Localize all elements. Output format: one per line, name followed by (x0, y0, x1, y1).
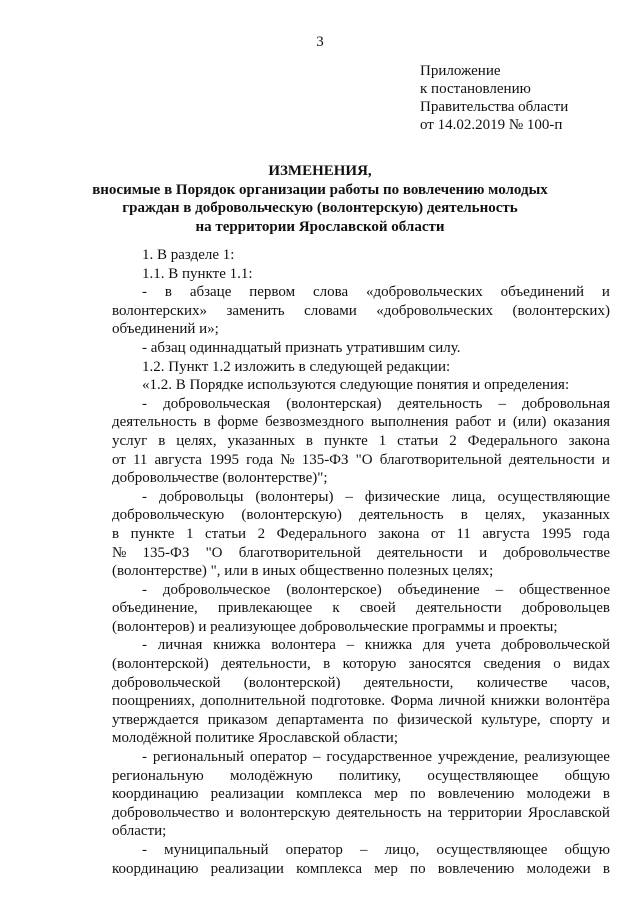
body-line: услуг в целях, указанных в пункте 1 статьи 2 Федерального закона (112, 432, 610, 449)
body-line: добровольческой (волонтерской) деятельности, количестве часов, (112, 674, 610, 691)
page-number: 3 (316, 34, 324, 50)
body-line: поощрениях, дополнительной подготовке. Форма личной книжки волонтёра (112, 693, 610, 710)
body-line: 1.2. Пункт 1.2 изложить в следующей редакции: (142, 358, 451, 375)
body-line: (волонтерстве) ", или в иных общественно полезных целях; (112, 563, 494, 580)
body-line: «1.2. В Порядке используются следующие понятия и определения: (142, 377, 570, 394)
body-line: - добровольческое (волонтерское) объединение – общественное (142, 581, 610, 598)
body-line: - региональный оператор – государственное учреждение, реализующее (142, 749, 610, 766)
document-body (112, 246, 610, 878)
body-line: (волонтерской) деятельности, в которую заносятся сведения о видах (112, 656, 610, 673)
body-line: - абзац одиннадцатый признать утратившим силу. (142, 339, 461, 356)
body-line: координацию реализации комплекса мер по вовлечению молодежи в (112, 860, 610, 877)
body-line: 1. В разделе 1: (142, 247, 235, 263)
body-line: области; (112, 823, 167, 840)
body-line: добровольчестве (волонтерстве)"; (112, 470, 328, 487)
body-line: молодёжной политике Ярославской области; (112, 730, 398, 747)
body-line: - добровольцы (волонтеры) – физические лица, осуществляющие (142, 488, 610, 505)
body-line: (волонтеров) и реализующее добровольческие программы и проекты; (112, 618, 558, 635)
appendix-header (420, 62, 568, 134)
appendix-line: к постановлению (420, 81, 531, 97)
body-line: волонтерских» заменить словами «добровольческих (волонтерских) (112, 302, 610, 319)
title-heading: ИЗМЕНЕНИЯ, (268, 163, 372, 179)
body-line: утверждается приказом департамента по физической культуре, спорту и (112, 711, 610, 728)
body-line: региональную молодёжную политику, осуществляющее общую (112, 767, 610, 784)
body-line: - личная книжка волонтера – книжка для учета добровольческой (142, 637, 610, 654)
body-line: объединение, привлекающее к своей деятельности добровольцев (112, 600, 610, 617)
body-line: координацию реализации комплекса мер по вовлечению молодежи в (112, 786, 610, 803)
title-line: на территории Ярославской области (195, 218, 445, 235)
body-line: объединений и»; (112, 321, 219, 338)
document-title (0, 162, 640, 236)
body-line: № 135-ФЗ "О благотворительной деятельности и добровольчестве (112, 544, 610, 561)
body-line: добровольческую (волонтерскую) деятельность в целях, указанных (112, 507, 610, 524)
body-line: - добровольческая (волонтерская) деятельность – добровольная (142, 395, 610, 412)
appendix-line: Приложение (420, 63, 501, 79)
title-line: граждан в добровольческую (волонтерскую) деятельность (122, 200, 518, 216)
body-line: - муниципальный оператор – лицо, осуществляющее общую (142, 842, 610, 858)
body-line: деятельность в форме безвозмездного выполнения работ и (или) оказания (112, 414, 610, 431)
body-line: 1.1. В пункте 1.1: (142, 265, 253, 282)
body-line: в пункте 1 статьи 2 Федерального закона от 11 августа 1995 года (112, 525, 610, 542)
body-line: от 11 августа 1995 года № 135-ФЗ "О благотворительной деятельности и (112, 451, 610, 468)
appendix-line: от 14.02.2019 № 100-п (420, 117, 563, 133)
body-line: добровольчество и волонтерскую деятельность на территории Ярославской (112, 804, 610, 821)
appendix-line: Правительства области (420, 99, 569, 115)
title-line: вносимые в Порядок организации работы по вовлечению молодых (92, 181, 548, 198)
body-line: - в абзаце первом слова «добровольческих объединений и (142, 284, 610, 301)
